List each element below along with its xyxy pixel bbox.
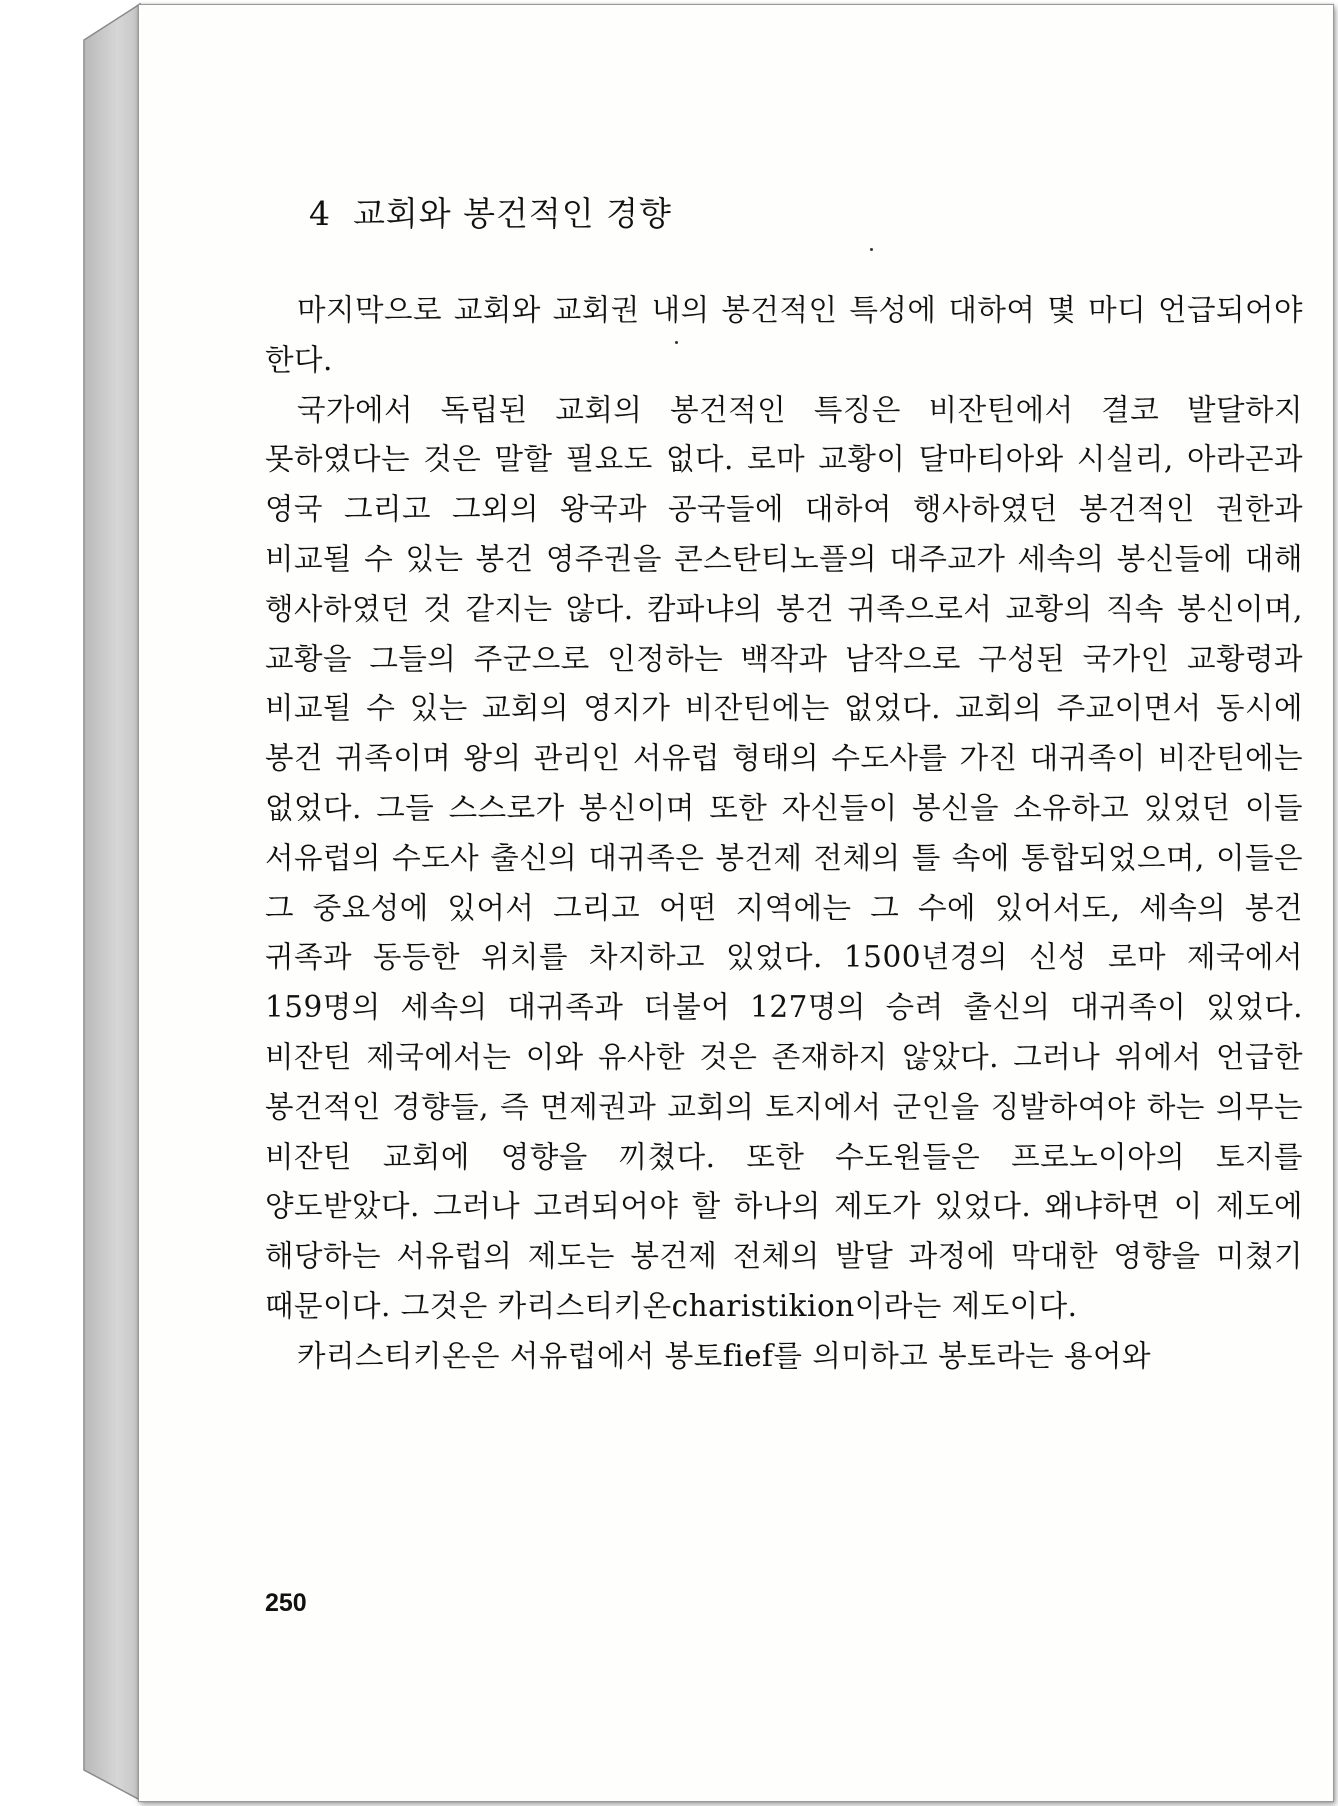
page-number: 250 [265, 1589, 307, 1617]
section-number: 4 [309, 194, 331, 233]
section-heading [309, 188, 672, 235]
body-text [265, 286, 1303, 1382]
section-title: 교회와 봉건적인 경향 [353, 194, 672, 233]
print-speck [870, 248, 873, 251]
paragraph: 카리스티키온은 서유럽에서 봉토fief를 의미하고 봉토라는 용어와 [297, 1338, 1152, 1373]
paragraph: 마지막으로 교회와 교회권 내의 봉건적인 특성에 대하여 몇 마디 언급되어야 한다. [265, 293, 1303, 377]
paragraph: 국가에서 독립된 교회의 봉건적인 특징은 비잔틴에서 결코 발달하지 못하였다는 것은 말할 필요도 없다. 로마 교황이 달마티아와 시실리, 아라곤과 영국 그리고 그외의 왕국과 공국들에 대하여 행사하였던 봉건적인 권한과 비교될 수 있는 봉건 영주권을 콘스탄티노플의 대주교가 세속의 봉신들에 대해 행사하였던 것 같지는 않다. 캄파냐의 봉건 귀족으로서 교황의 직속 봉신이며, 교황을 그들의 주군으로 인정하는 백작과 남작으로 구성된 국가인 교황령과 비교될 수 있는 교회의 영지가 비잔틴에는 없었다. 교회의 주교이면서 동시에 봉건 귀족이며 왕의 관리인 서유럽 형태의 수도사를 가진 대귀족이 비잔틴에는 없었다. 그들 스스로가 봉신이며 또한 자신들이 봉신을 소유하고 있었던 이들 서유럽의 수도사 출신의 대귀족은 봉건제 전체의 틀 속에 통합되었으며, 이들은 그 중요성에 있어서 그리고 어떤 지역에는 그 수에 있어서도, 세속의 봉건 귀족과 동등한 위치를 차지하고 있었다. 1500년경의 신성 로마 제국에서 159명의 세속의 대귀족과 더불어 127명의 승려 출신의 대귀족이 있었다. 비잔틴 제국에서는 이와 유사한 것은 존재하지 않았다. 그러나 위에서 언급한 봉건적인 경향들, 즉 면제권과 교회의 토지에서 군인을 징발하여야 하는 의무는 비잔틴 교회에 영향을 끼쳤다. 또한 수도원들은 프로노이아의 토지를 양도받았다. 그러나 고려되어야 할 하나의 제도가 있었다. 왜냐하면 이 제도에 해당하는 서유럽의 제도는 봉건제 전체의 발달 과정에 막대한 영향을 미쳤기 때문이다. 그것은 카리스티키온charistikion이라는 제도이다. [265, 392, 1303, 1323]
book-page [138, 4, 1334, 1802]
book-spine-edge [0, 0, 150, 1806]
